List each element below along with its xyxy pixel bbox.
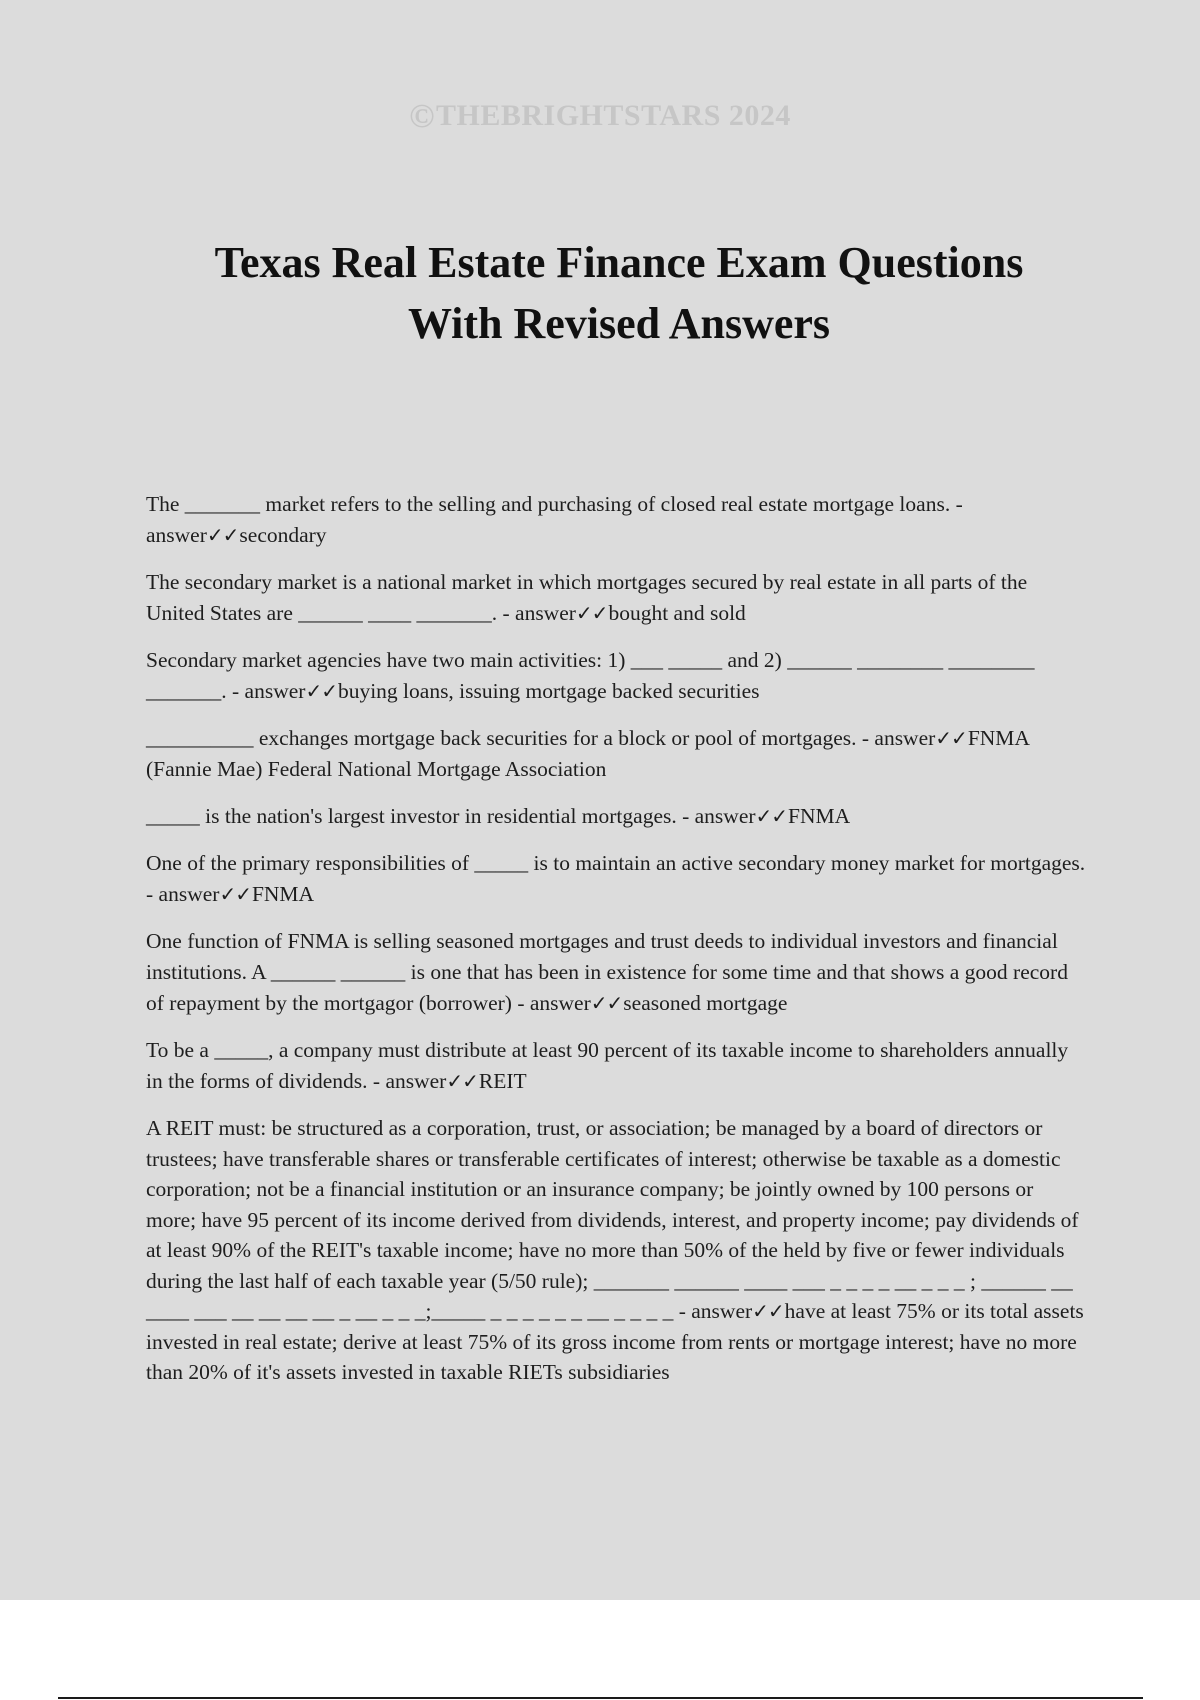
- double-check-icon: ✓✓: [590, 991, 623, 1015]
- question-text: _____ is the nation's largest investor in residential mortgages. - answer: [146, 804, 756, 828]
- question-text: The _______ market refers to the selling and purchasing of closed real estate mortgage loans. - answer: [146, 492, 963, 547]
- question-text: __________ exchanges mortgage back securities for a block or pool of mortgages. - answer: [146, 726, 936, 750]
- answer-text: seasoned mortgage: [623, 991, 788, 1015]
- copyright-symbol: ©: [409, 98, 436, 135]
- answer-text: secondary: [239, 523, 327, 547]
- footer-divider: [58, 1697, 1143, 1699]
- watermark: [0, 98, 1200, 136]
- answer-text: bought and sold: [608, 601, 746, 625]
- qa-item: [146, 489, 1086, 551]
- question-text: One function of FNMA is selling seasoned mortgages and trust deeds to individual investors and financial institutions. A ______ ______ is one that has been in existence for some time and that shows a good record of repayment by the mortgagor (borrower) - answer: [146, 929, 1068, 1015]
- question-text: One of the primary responsibilities of _____ is to maintain an active secondary money market for mortgages. - answer: [146, 851, 1086, 906]
- answer-text: FNMA: [788, 804, 851, 828]
- answer-text: buying loans, issuing mortgage backed securities: [337, 679, 760, 703]
- title-line-2: With Revised Answers: [407, 299, 831, 348]
- qa-item: [146, 567, 1086, 629]
- answer-text: FNMA (Fannie Mae) Federal National Mortgage Association: [146, 726, 1029, 781]
- qa-item: [146, 1035, 1086, 1097]
- double-check-icon: ✓✓: [305, 679, 337, 703]
- qa-item: [146, 645, 1086, 707]
- double-check-icon: ✓✓: [206, 523, 239, 547]
- title-line-1: Texas Real Estate Finance Exam Questions: [214, 238, 1024, 287]
- question-text: To be a _____, a company must distribute at least 90 percent of its taxable income to shareholders annually in the forms of dividends. - answer: [146, 1038, 1069, 1093]
- qa-item: [146, 801, 1086, 832]
- qa-list: [146, 489, 1086, 1404]
- answer-text: have at least 75% or its total assets invested in real estate; derive at least 75% of its gross income from rents or mortgage interest; have no more than 20% of it's assets invested in taxable RIETs subsidiaries: [146, 1299, 1084, 1384]
- question-text: Secondary market agencies have two main activities: 1) ___ _____ and 2) ______ ________ ________ _______. - answer: [146, 648, 1035, 703]
- question-text: The secondary market is a national market in which mortgages secured by real estate in all parts of the United States are ______ ____ _______. - answer: [146, 570, 1028, 625]
- answer-text: REIT: [478, 1069, 527, 1093]
- double-check-icon: ✓✓: [219, 882, 251, 906]
- double-check-icon: ✓✓: [575, 601, 608, 625]
- qa-item: [146, 848, 1086, 910]
- qa-item: [146, 926, 1086, 1019]
- double-check-icon: ✓✓: [446, 1069, 478, 1093]
- watermark-text: THEBRIGHTSTARS 2024: [436, 99, 791, 132]
- question-text: A REIT must: be structured as a corporation, trust, or association; be managed by a board of directors or trustees; have transferable shares or transferable certificates of interest; otherwise be taxable as a domestic corporation; not be a financial institution or an insurance company; be jointly owned by 100 persons or more; have 95 percent of its income derived from dividends, interest, and property income; pay dividends of at least 90% of the REIT's taxable income; have no more than 50% of the held by five or fewer individuals during the last half of each taxable year (5/50 rule); _______ ______ ____ ___ _ _ _ _ __ _ _ _ ; ______ __ ____ ___ __ __ __ __ _ __ _ _ _;_____ _ _ _ _ _ _ __ _ _ _ _ - answer: [146, 1116, 1079, 1323]
- qa-item: [146, 723, 1086, 785]
- double-check-icon: ✓✓: [755, 804, 788, 828]
- qa-item: [146, 1113, 1086, 1388]
- double-check-icon: ✓✓: [752, 1299, 784, 1323]
- document-title: [120, 232, 1118, 354]
- double-check-icon: ✓✓: [935, 726, 967, 750]
- answer-text: FNMA: [251, 882, 315, 906]
